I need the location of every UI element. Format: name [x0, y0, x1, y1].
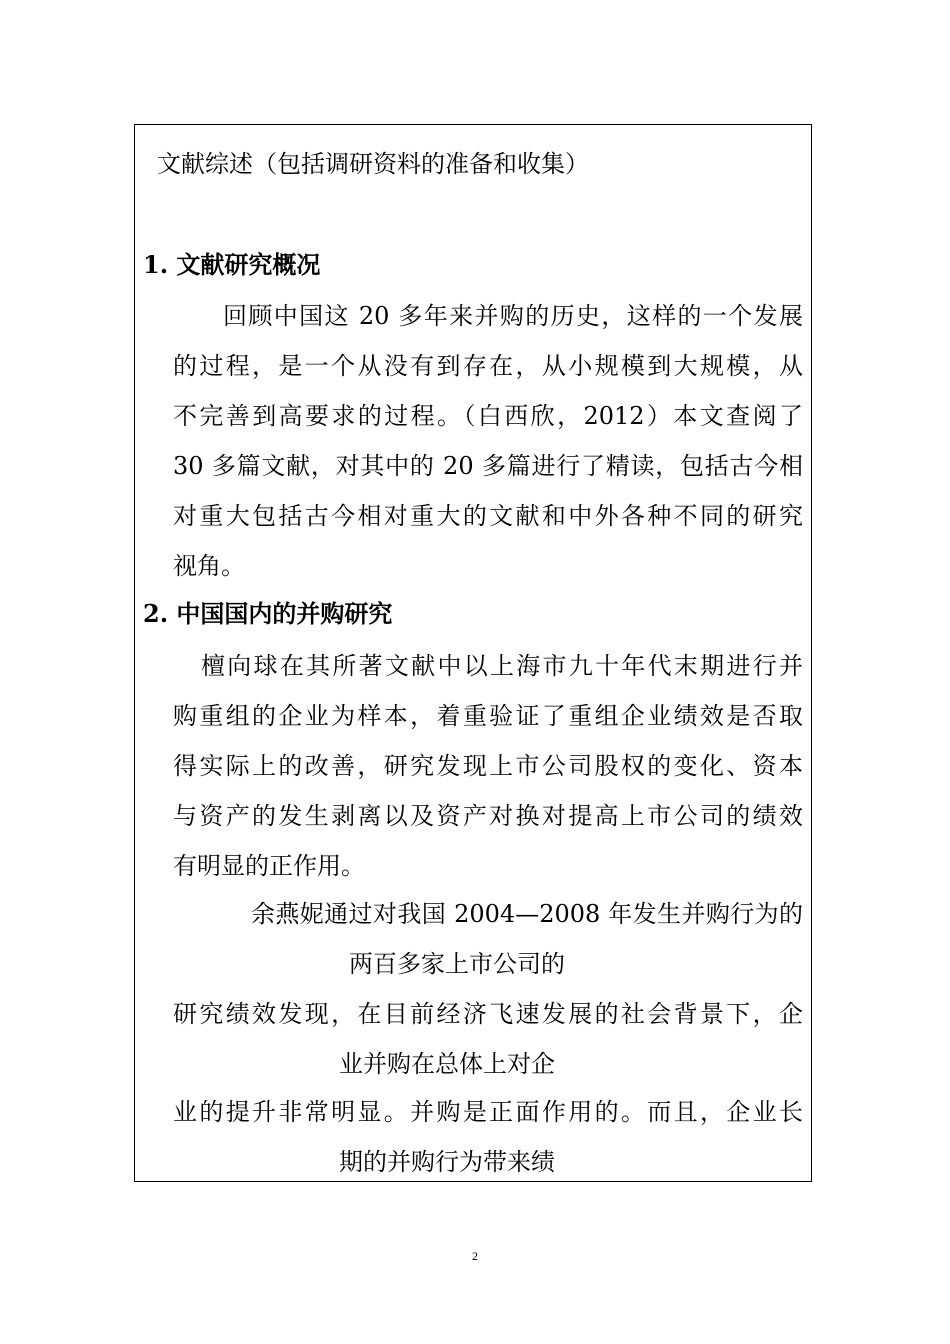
section-1-heading: 1. 文献研究概况 — [143, 250, 321, 279]
section-2-para-2-line: 两百多家上市公司的 — [349, 950, 565, 978]
section-2-para-2-line: 研究绩效发现，在目前经济飞速发展的社会背景下，企 — [173, 1000, 803, 1028]
section-1-line: 的过程，是一个从没有到存在，从小规模到大规模，从 — [173, 352, 803, 380]
section-2-heading: 2. 中国国内的并购研究 — [143, 599, 393, 628]
section-2-para-2-line: 余燕妮通过对我国 2004—2008 年发生并购行为的 — [251, 900, 803, 928]
section-1-line: 30 多篇文献，对其中的 20 多篇进行了精读，包括古今相 — [173, 452, 803, 480]
section-2-para-1-line: 购重组的企业为样本，着重验证了重组企业绩效是否取 — [173, 702, 803, 730]
section-2-para-2-line: 业并购在总体上对企 — [339, 1050, 555, 1078]
box-title: 文献综述（包括调研资料的准备和收集） — [157, 150, 589, 178]
section-1-line: 视角。 — [173, 552, 245, 580]
section-1-line: 不完善到高要求的过程。（白西欣，2012）本文查阅了 — [173, 402, 803, 430]
page-number: 2 — [472, 1249, 478, 1263]
section-2-para-1-line: 得实际上的改善，研究发现上市公司股权的变化、资本 — [173, 752, 803, 780]
literature-review-box — [134, 124, 812, 1182]
section-2-para-1-line: 与资产的发生剥离以及资产对换对提高上市公司的绩效 — [173, 802, 803, 830]
section-2-para-2-line: 期的并购行为带来绩 — [339, 1148, 555, 1176]
section-2-para-1-line: 有明显的正作用。 — [173, 852, 365, 880]
section-1-line: 对重大包括古今相对重大的文献和中外各种不同的研究 — [173, 502, 803, 530]
section-2-para-2-line: 业的提升非常明显。并购是正面作用的。而且，企业长 — [173, 1098, 803, 1126]
section-1-line: 回顾中国这 20 多年来并购的历史，这样的一个发展 — [223, 302, 803, 330]
section-2-para-1-line: 檀向球在其所著文献中以上海市九十年代末期进行并 — [201, 652, 803, 680]
